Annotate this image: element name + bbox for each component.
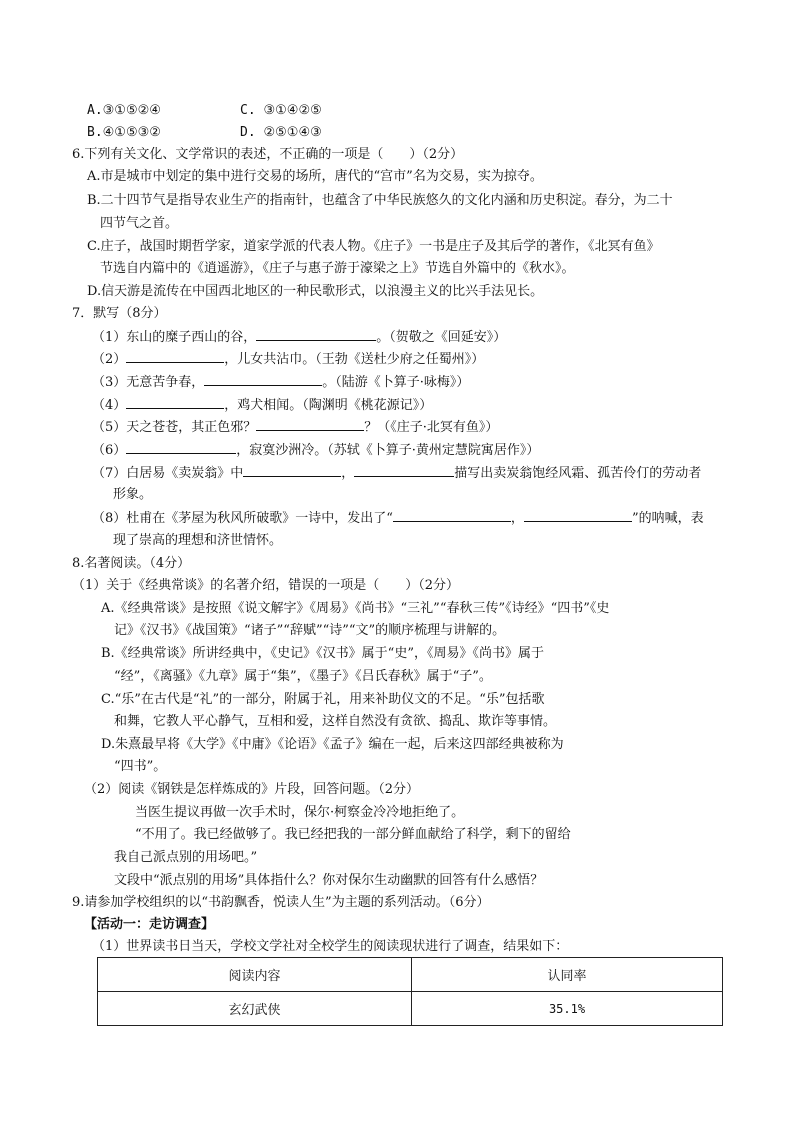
q7-item-8 — [92, 509, 704, 528]
q8-option-c-line2: 和舞，它教人平心静气，互相和爱，这样自然没有贪欲、捣乱、欺诈等事情。 — [114, 714, 557, 729]
q5-option-c: C. ③①④②⑤ — [240, 103, 322, 118]
q7-item-1-post: 。（贺敬之《回延安》） — [376, 330, 507, 345]
table-row — [98, 992, 723, 1026]
q8-sub2-stem: （2）阅读《钢铁是怎样炼成的》片段，回答问题。（2分） — [84, 782, 420, 797]
q7-item-5-pre: （5）天之苍苍，其正色邪？ — [92, 420, 257, 435]
q8-question: 文段中“派点别的用场”具体指什么？你对保尔生动幽默的回答有什么感悟？ — [114, 873, 544, 888]
blank-line[interactable] — [126, 350, 224, 363]
q8-sub1-stem: （1）关于《经典常谈》的名著介绍，错误的一项是（ ）（2分） — [72, 578, 460, 593]
q7-item-2 — [92, 350, 484, 369]
q8-option-b-line2: “经”，《离骚》《九章》属于“集”，《墨子》《吕氏春秋》属于“子”。 — [114, 669, 492, 684]
q7-item-8-pre: （8）杜甫在《茅屋为秋风所破歌》一诗中，发出了“ — [92, 511, 393, 526]
q8-option-d-line1: D.朱熹最早将《大学》《中庸》《论语》《孟子》编在一起，后来这四部经典被称为 — [101, 737, 564, 752]
q7-item-6-pre: （6） — [92, 443, 127, 458]
table-header-cell: 认同率 — [412, 958, 723, 992]
q5-option-b: B.④①⑤③② — [87, 125, 161, 140]
q7-item-4-post: ，鸡犬相闻。（陶渊明《桃花源记》） — [224, 398, 433, 413]
table-header-row — [98, 958, 723, 992]
q5-option-d: D. ②⑤①④③ — [240, 125, 322, 140]
q6-option-d: D.信天游是流传在中国西北地区的一种民歌形式，以浪漫主义的比兴手法见长。 — [87, 284, 544, 299]
table-header-cell: 阅读内容 — [98, 958, 412, 992]
q7-item-2-pre: （2） — [92, 352, 127, 367]
q6-option-b-line1: B.二十四节气是指导农业生产的指南针，也蕴含了中华民族悠久的文化内涵和历史积淀。春分，为二十 — [87, 193, 673, 208]
q7-item-3-post: 。（陆游《卜算子·咏梅》） — [322, 375, 470, 390]
q7-item-8-cont: 现了崇高的理想和济世情怀。 — [113, 533, 283, 548]
blank-line[interactable] — [393, 509, 511, 522]
q7-item-6 — [92, 441, 539, 460]
q7-item-2-post: ，儿女共沾巾。（王勃《送杜少府之任蜀州》） — [224, 352, 485, 367]
q8-option-a-line2: 记》《汉书》《战国策》“诸子”“辞赋”“诗”“文”的顺序梳理与讲解的。 — [114, 623, 506, 638]
q8-passage-line1: 当医生提议再做一次手术时，保尔·柯察金冷冷地拒绝了。 — [135, 805, 465, 820]
blank-line[interactable] — [204, 373, 322, 386]
blank-line[interactable] — [126, 441, 236, 454]
q7-stem: 7．默写（8分） — [72, 306, 167, 321]
q6-option-b-line2: 四节气之首。 — [100, 216, 179, 231]
q7-item-8-mid: ， — [510, 511, 524, 526]
blank-line[interactable] — [256, 418, 364, 431]
blank-line[interactable] — [256, 328, 376, 341]
blank-line[interactable] — [243, 464, 341, 477]
q6-option-c-line2: 节选自内篇中的《逍遥游》，《庄子与惠子游于濠梁之上》节选自外篇中的《秋水》。 — [100, 261, 575, 276]
q7-item-4 — [92, 396, 432, 415]
q7-item-1 — [92, 328, 506, 347]
q7-item-5 — [92, 418, 498, 437]
table-cell: 35.1% — [412, 992, 723, 1026]
q6-stem: 6.下列有关文化、文学常识的表述，不正确的一项是（ ）（2分） — [72, 147, 464, 162]
q7-item-7-post: 描写出卖炭翁饱经风霜、孤苦伶仃的劳动者 — [454, 466, 702, 481]
blank-line[interactable] — [524, 509, 632, 522]
q7-item-8-post: ”的呐喊，表 — [631, 511, 704, 526]
survey-table — [97, 957, 723, 1026]
q7-item-5-post: ？（《庄子·北冥有鱼》） — [364, 420, 499, 435]
q8-passage-line3: 我自己派点别的用场吧。” — [114, 850, 258, 865]
q5-option-a: A.③①⑤②④ — [87, 103, 161, 118]
q7-item-7-cont: 形象。 — [113, 487, 153, 502]
q7-item-7-pre: （7）白居易《卖炭翁》中 — [92, 466, 244, 481]
q8-option-d-line2: “四书”。 — [114, 759, 167, 774]
blank-line[interactable] — [126, 396, 224, 409]
q9-sub1-stem: （1）世界读书日当天，学校文学社对全校学生的阅读现状进行了调查，结果如下： — [92, 939, 569, 954]
q9-activity-1-heading: 【活动一：走访调查】 — [84, 917, 215, 932]
blank-line[interactable] — [354, 464, 454, 477]
q8-option-c-line1: C.“乐”在古代是“礼”的一部分，附属于礼，用来补助仪文的不足。“乐”包括歌 — [101, 692, 545, 707]
table-cell: 玄幻武侠 — [98, 992, 412, 1026]
q8-option-b-line1: B.《经典常谈》所讲经典中，《史记》《汉书》属于“史”，《周易》《尚书》属于 — [101, 646, 544, 661]
q7-item-6-post: ，寂寞沙洲冷。（苏轼《卜算子·黄州定慧院寓居作》） — [236, 443, 540, 458]
q7-item-7-mid: ， — [341, 466, 355, 481]
q7-item-3-pre: （3）无意苦争春， — [92, 375, 205, 390]
q7-item-7 — [92, 464, 701, 483]
q7-item-3 — [92, 373, 469, 392]
q7-item-4-pre: （4） — [92, 398, 127, 413]
q8-option-a-line1: A.《经典常谈》是按照《说文解字》《周易》《尚书》“三礼”“春秋三传”《诗经》“四书”《史 — [101, 601, 610, 616]
q6-option-a: A.市是城市中划定的集中进行交易的场所，唐代的“宫市”名为交易，实为掠夺。 — [87, 169, 543, 184]
q9-stem: 9.请参加学校组织的以“书韵飘香，悦读人生”为主题的系列活动。（6分） — [72, 895, 490, 910]
q6-option-c-line1: C.庄子，战国时期哲学家，道家学派的代表人物。《庄子》一书是庄子及其后学的著作，《北冥有鱼》 — [87, 239, 660, 254]
q8-stem: 8.名著阅读。（4分） — [72, 556, 191, 571]
q8-passage-line2: “不用了。我已经做够了。我已经把我的一部分鲜血献给了科学，剩下的留给 — [135, 827, 571, 842]
q7-item-1-pre: （1）东山的糜子西山的谷， — [92, 330, 257, 345]
